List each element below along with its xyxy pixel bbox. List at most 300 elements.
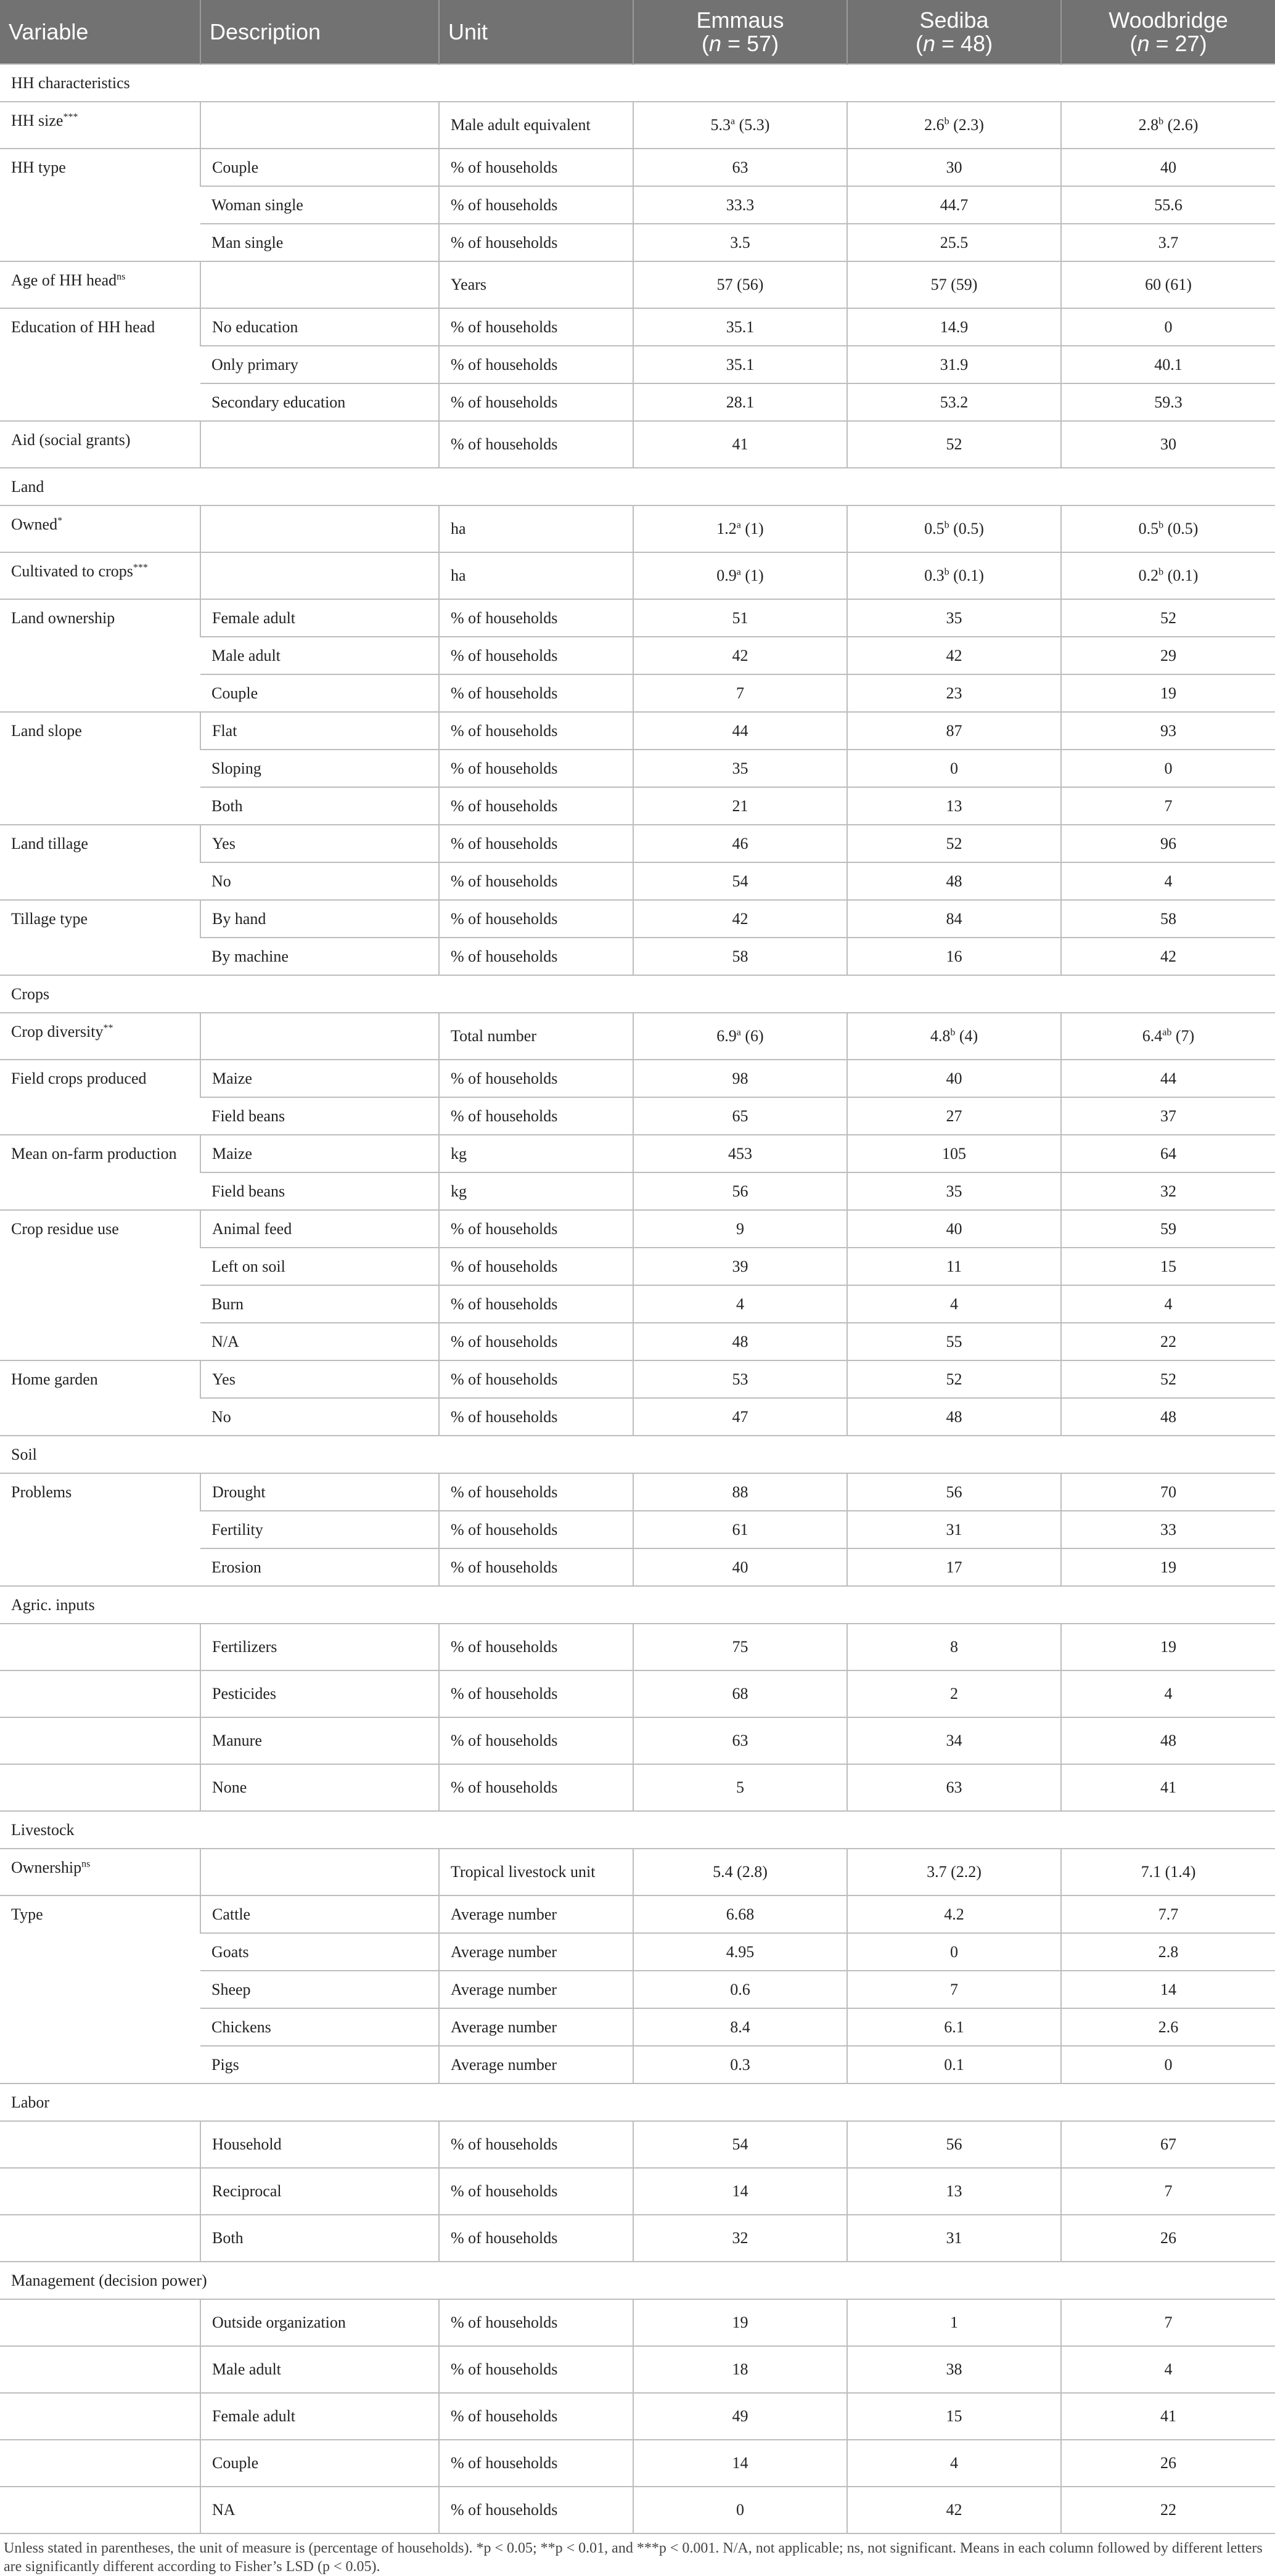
significance-marker: ***	[133, 562, 148, 573]
value-mean: 42	[1160, 947, 1176, 965]
variable-cell	[0, 1670, 200, 1717]
unit-cell: Average number	[439, 1971, 633, 2008]
section-row	[0, 2083, 1275, 2121]
variable-name: Tillage type	[11, 910, 88, 928]
value-cell	[633, 149, 847, 186]
table-row	[0, 1360, 1275, 1398]
description-cell: Male adult	[200, 2346, 439, 2393]
table-row	[0, 1135, 1275, 1172]
value-cell	[847, 308, 1061, 346]
value-mean: 0	[736, 2501, 744, 2519]
unit-cell: % of households	[439, 1248, 633, 1285]
value-letter: b	[1158, 520, 1164, 531]
site-name: Woodbridge	[1109, 7, 1228, 33]
variable-cell	[0, 2121, 200, 2168]
value-cell	[633, 787, 847, 825]
value-cell	[847, 2393, 1061, 2440]
section-row	[0, 1586, 1275, 1624]
value-cell	[633, 1764, 847, 1811]
table-row	[0, 1849, 1275, 1895]
value-mean: 98	[732, 1069, 748, 1087]
value-mean: 21	[732, 796, 748, 815]
variable-cell	[0, 1717, 200, 1764]
description-cell: NA	[200, 2487, 439, 2533]
description-cell: Fertilizers	[200, 1624, 439, 1670]
value-cell	[847, 674, 1061, 712]
value-mean: 0.5	[1138, 520, 1159, 538]
value-mean: 64	[1160, 1144, 1176, 1163]
unit-cell: % of households	[439, 938, 633, 975]
table-row	[0, 1473, 1275, 1511]
value-mean: 93	[1160, 721, 1176, 740]
variable-name: Ownership	[11, 1858, 82, 1876]
value-mean: 52	[946, 834, 962, 853]
value-cell	[847, 1360, 1061, 1398]
value-cell	[1061, 825, 1275, 862]
value-cell	[633, 1398, 847, 1436]
significance-marker: ***	[63, 112, 78, 123]
value-letter: b	[1158, 116, 1164, 127]
variable-cell	[0, 1360, 200, 1436]
value-cell	[847, 862, 1061, 900]
value-mean: 2.8	[1138, 116, 1159, 134]
value-mean: 4	[1164, 872, 1173, 890]
header-description: Description	[200, 0, 439, 64]
description-cell: Both	[200, 2215, 439, 2262]
site-n-label: n	[1137, 30, 1150, 56]
value-cell	[633, 1511, 847, 1548]
variable-cell	[0, 599, 200, 712]
header-row	[0, 0, 1275, 64]
description-cell: Fertility	[200, 1511, 439, 1548]
value-cell	[633, 2046, 847, 2083]
value-mean: 11	[946, 1257, 962, 1275]
value-mean: 0.6	[730, 1980, 750, 1998]
description-cell: Erosion	[200, 1548, 439, 1586]
value-mean: 42	[732, 909, 748, 928]
unit-cell: % of households	[439, 599, 633, 637]
value-mean: 58	[1160, 909, 1176, 928]
variable-name: Land slope	[11, 722, 82, 740]
variable-name: Field crops produced	[11, 1069, 147, 1087]
value-cell	[847, 1285, 1061, 1323]
table-row	[0, 102, 1275, 149]
value-letter: b	[944, 566, 949, 578]
section-title: Agric. inputs	[0, 1586, 1275, 1624]
value-cell	[847, 2346, 1061, 2393]
value-mean: 7	[736, 684, 744, 702]
value-cell	[847, 1971, 1061, 2008]
value-mean: 31	[946, 1520, 962, 1539]
value-mean: 65	[732, 1106, 748, 1125]
value-mean: 0.3	[924, 566, 945, 584]
value-mean: 23	[946, 684, 962, 702]
significance-marker: ns	[81, 1858, 91, 1870]
value-mean: 55	[946, 1332, 962, 1351]
value-cell	[847, 2299, 1061, 2346]
value-mean: 40	[946, 1069, 962, 1087]
unit-cell: % of households	[439, 2346, 633, 2393]
header-site-woodbridge: Woodbridge (n = 27)	[1061, 0, 1275, 64]
value-cell	[847, 2440, 1061, 2487]
value-cell	[1061, 750, 1275, 787]
value-cell	[1061, 2008, 1275, 2046]
variable-name: Education of HH head	[11, 318, 155, 336]
value-cell	[847, 750, 1061, 787]
table-row	[0, 2346, 1275, 2393]
value-mean: 59.3	[1154, 393, 1183, 411]
value-mean: 4.2	[944, 1905, 964, 1923]
unit-cell: Male adult equivalent	[439, 102, 633, 149]
table-row	[0, 1624, 1275, 1670]
unit-cell: % of households	[439, 637, 633, 674]
value-cell	[633, 2393, 847, 2440]
variable-cell	[0, 261, 200, 308]
table-row	[0, 261, 1275, 308]
value-mean: 41	[1160, 2407, 1176, 2425]
description-cell: Manure	[200, 1717, 439, 1764]
unit-cell: Years	[439, 261, 633, 308]
variable-name: Crop diversity	[11, 1023, 104, 1041]
value-cell	[847, 1135, 1061, 1172]
value-cell	[1061, 224, 1275, 261]
site-n-label: n	[708, 30, 721, 56]
value-mean: 58	[732, 947, 748, 965]
value-mean: 42	[732, 646, 748, 664]
variable-cell	[0, 308, 200, 421]
variable-cell	[0, 1013, 200, 1060]
value-cell	[1061, 1285, 1275, 1323]
value-mean: 48	[946, 1407, 962, 1426]
value-median: (1)	[740, 520, 764, 538]
variable-cell	[0, 1135, 200, 1210]
value-mean: 26	[1160, 2454, 1176, 2472]
unit-cell: % of households	[439, 2440, 633, 2487]
value-cell	[1061, 1398, 1275, 1436]
table-row	[0, 599, 1275, 637]
value-cell	[633, 2440, 847, 2487]
value-mean: 31.9	[940, 355, 969, 374]
variable-name: Owned	[11, 515, 58, 533]
unit-cell: Average number	[439, 2046, 633, 2083]
value-mean: 35	[946, 1182, 962, 1200]
unit-cell: % of households	[439, 2215, 633, 2262]
value-cell	[1061, 2440, 1275, 2487]
value-mean: 54	[732, 2135, 748, 2153]
value-cell	[633, 346, 847, 383]
value-cell	[847, 1764, 1061, 1811]
value-cell	[847, 2487, 1061, 2533]
table-row	[0, 1670, 1275, 1717]
table-row	[0, 2487, 1275, 2533]
value-mean: 14.9	[940, 317, 969, 336]
unit-cell: % of households	[439, 862, 633, 900]
value-cell	[1061, 421, 1275, 468]
value-letter: b	[1158, 566, 1164, 578]
value-mean: 105	[942, 1144, 966, 1163]
table-row	[0, 1013, 1275, 1060]
description-cell	[200, 261, 439, 308]
value-mean: 29	[1160, 646, 1176, 664]
value-mean: 22	[1160, 2501, 1176, 2519]
unit-cell: % of households	[439, 712, 633, 750]
description-cell: No	[200, 1398, 439, 1436]
value-mean: 3.7 (2.2)	[927, 1863, 982, 1881]
header-site-emmaus: Emmaus (n = 57)	[633, 0, 847, 64]
value-cell	[633, 2121, 847, 2168]
value-cell	[633, 750, 847, 787]
table-row	[0, 149, 1275, 186]
value-mean: 48	[732, 1332, 748, 1351]
value-mean: 8.4	[730, 2018, 750, 2036]
value-cell	[633, 1971, 847, 2008]
value-mean: 7	[1164, 2182, 1173, 2200]
description-cell: Flat	[200, 712, 439, 750]
value-cell	[1061, 1097, 1275, 1135]
value-mean: 15	[946, 2407, 962, 2425]
value-cell	[847, 2121, 1061, 2168]
value-cell	[633, 505, 847, 552]
value-mean: 0.1	[944, 2055, 964, 2074]
unit-cell: kg	[439, 1172, 633, 1210]
unit-cell: kg	[439, 1135, 633, 1172]
value-mean: 19	[732, 2313, 748, 2331]
variable-cell	[0, 825, 200, 900]
description-cell: Left on soil	[200, 1248, 439, 1285]
value-mean: 52	[946, 1370, 962, 1388]
value-mean: 51	[732, 608, 748, 627]
value-mean: 42	[946, 646, 962, 664]
variable-name: Land ownership	[11, 609, 115, 627]
value-mean: 7	[1164, 2313, 1173, 2331]
table-row	[0, 1210, 1275, 1248]
description-cell: Pesticides	[200, 1670, 439, 1717]
value-mean: 19	[1160, 1638, 1176, 1656]
value-mean: 3.5	[730, 233, 750, 251]
value-mean: 31	[946, 2229, 962, 2247]
value-cell	[847, 825, 1061, 862]
unit-cell: Total number	[439, 1013, 633, 1060]
description-cell: Burn	[200, 1285, 439, 1323]
value-mean: 35.1	[726, 355, 755, 374]
section-title: Land	[0, 468, 1275, 505]
value-mean: 70	[1160, 1482, 1176, 1501]
value-cell	[633, 186, 847, 224]
value-mean: 19	[1160, 684, 1176, 702]
value-cell	[1061, 938, 1275, 975]
value-mean: 37	[1160, 1106, 1176, 1125]
value-cell	[633, 1360, 847, 1398]
unit-cell: ha	[439, 505, 633, 552]
value-cell	[1061, 2215, 1275, 2262]
unit-cell: % of households	[439, 750, 633, 787]
value-cell	[633, 2299, 847, 2346]
site-n-value: = 57	[727, 30, 772, 56]
unit-cell: Tropical livestock unit	[439, 1849, 633, 1895]
value-cell	[1061, 1135, 1275, 1172]
unit-cell: % of households	[439, 224, 633, 261]
description-cell: By hand	[200, 900, 439, 938]
value-cell	[1061, 149, 1275, 186]
value-mean: 4	[1164, 2360, 1173, 2378]
table-row	[0, 712, 1275, 750]
value-mean: 46	[732, 834, 748, 853]
value-mean: 7.1 (1.4)	[1141, 1863, 1196, 1881]
description-cell: Yes	[200, 825, 439, 862]
value-cell	[847, 637, 1061, 674]
value-cell	[1061, 1971, 1275, 2008]
unit-cell: % of households	[439, 2299, 633, 2346]
value-mean: 7	[1164, 796, 1173, 815]
description-cell: Female adult	[200, 599, 439, 637]
variable-name: Crop residue use	[11, 1220, 119, 1238]
unit-cell: % of households	[439, 1473, 633, 1511]
unit-cell: % of households	[439, 2168, 633, 2215]
value-median: (5.3)	[735, 116, 770, 134]
value-cell	[847, 1511, 1061, 1548]
value-cell	[1061, 346, 1275, 383]
value-mean: 0	[950, 759, 958, 777]
variable-name: Land tillage	[11, 835, 88, 853]
variable-cell	[0, 505, 200, 552]
value-cell	[633, 900, 847, 938]
value-cell	[1061, 1933, 1275, 1971]
value-cell	[847, 1060, 1061, 1097]
value-mean: 48	[946, 872, 962, 890]
description-cell: Only primary	[200, 346, 439, 383]
value-cell	[1061, 1511, 1275, 1548]
value-mean: 14	[732, 2182, 748, 2200]
value-median: (0.1)	[1163, 566, 1199, 584]
value-cell	[1061, 2299, 1275, 2346]
value-mean: 8	[950, 1638, 958, 1656]
value-cell	[633, 2215, 847, 2262]
value-letter: b	[944, 520, 949, 531]
value-mean: 4	[1164, 1294, 1173, 1313]
unit-cell: % of households	[439, 1060, 633, 1097]
value-mean: 52	[1160, 1370, 1176, 1388]
value-mean: 16	[946, 947, 962, 965]
description-cell	[200, 1013, 439, 1060]
value-cell	[847, 1248, 1061, 1285]
value-cell	[633, 1717, 847, 1764]
value-cell	[847, 383, 1061, 421]
variable-cell	[0, 1473, 200, 1586]
value-cell	[633, 1473, 847, 1511]
value-cell	[633, 308, 847, 346]
value-mean: 41	[1160, 1778, 1176, 1796]
significance-marker: *	[57, 515, 63, 526]
value-cell	[1061, 308, 1275, 346]
site-name: Emmaus	[696, 7, 784, 33]
value-median: (6)	[740, 1027, 764, 1045]
variable-cell	[0, 2440, 200, 2487]
significance-marker: ns	[117, 271, 126, 282]
table-row	[0, 1895, 1275, 1933]
value-mean: 1	[950, 2313, 958, 2331]
variable-cell	[0, 1895, 200, 2083]
value-cell	[1061, 2046, 1275, 2083]
value-mean: 47	[732, 1407, 748, 1426]
variable-cell	[0, 900, 200, 975]
value-cell	[847, 346, 1061, 383]
value-cell	[847, 1895, 1061, 1933]
table-row	[0, 552, 1275, 599]
value-cell	[1061, 1895, 1275, 1933]
value-cell	[633, 938, 847, 975]
value-cell	[847, 599, 1061, 637]
section-title: Livestock	[0, 1811, 1275, 1849]
value-mean: 40	[732, 1558, 748, 1576]
value-cell	[633, 552, 847, 599]
value-cell	[1061, 1360, 1275, 1398]
table-row	[0, 2299, 1275, 2346]
description-cell: Cattle	[200, 1895, 439, 1933]
variable-cell	[0, 552, 200, 599]
value-cell	[633, 1097, 847, 1135]
value-mean: 0.9	[716, 566, 737, 584]
value-letter: b	[950, 1027, 956, 1038]
description-cell: N/A	[200, 1323, 439, 1360]
value-mean: 59	[1160, 1219, 1176, 1238]
table-row	[0, 421, 1275, 468]
value-cell	[1061, 1323, 1275, 1360]
table-row	[0, 505, 1275, 552]
value-cell	[633, 2168, 847, 2215]
table-row	[0, 900, 1275, 938]
variable-name: Home garden	[11, 1370, 98, 1388]
unit-cell: % of households	[439, 1624, 633, 1670]
value-mean: 87	[946, 721, 962, 740]
section-row	[0, 975, 1275, 1013]
description-cell	[200, 552, 439, 599]
value-cell	[847, 1172, 1061, 1210]
value-mean: 6.4	[1142, 1027, 1163, 1045]
value-cell	[633, 1135, 847, 1172]
section-title: Crops	[0, 975, 1275, 1013]
section-row	[0, 64, 1275, 102]
description-cell: Animal feed	[200, 1210, 439, 1248]
value-cell	[1061, 862, 1275, 900]
description-cell: Outside organization	[200, 2299, 439, 2346]
value-mean: 63	[946, 1778, 962, 1796]
value-cell	[847, 938, 1061, 975]
description-cell: Both	[200, 787, 439, 825]
value-mean: 34	[946, 1732, 962, 1749]
footnote-text: Unless stated in parentheses, the unit of measure is (percentage of households). *p < 0.05; **p < 0.01, and ***p < 0.001. N/A, not applicable; ns, not significant. Means in each column followed by different letters are significantly different according to Fisher’s LSD (p < 0.05).	[4, 2540, 1263, 2575]
description-cell: Sheep	[200, 1971, 439, 2008]
value-cell	[633, 599, 847, 637]
value-cell	[847, 2008, 1061, 2046]
value-mean: 48	[1160, 1407, 1176, 1426]
variable-cell	[0, 2346, 200, 2393]
value-mean: 6.9	[716, 1027, 737, 1045]
value-mean: 0	[1164, 759, 1173, 777]
variable-cell	[0, 2299, 200, 2346]
value-cell	[1061, 2487, 1275, 2533]
value-cell	[1061, 2168, 1275, 2215]
value-mean: 4.8	[930, 1027, 951, 1045]
value-letter: ab	[1162, 1027, 1172, 1038]
value-cell	[633, 2008, 847, 2046]
value-cell	[1061, 900, 1275, 938]
value-mean: 22	[1160, 1332, 1176, 1351]
variable-cell	[0, 2168, 200, 2215]
value-mean: 14	[1160, 1980, 1176, 1998]
value-mean: 453	[728, 1144, 752, 1163]
value-cell	[633, 1210, 847, 1248]
value-cell	[847, 261, 1061, 308]
